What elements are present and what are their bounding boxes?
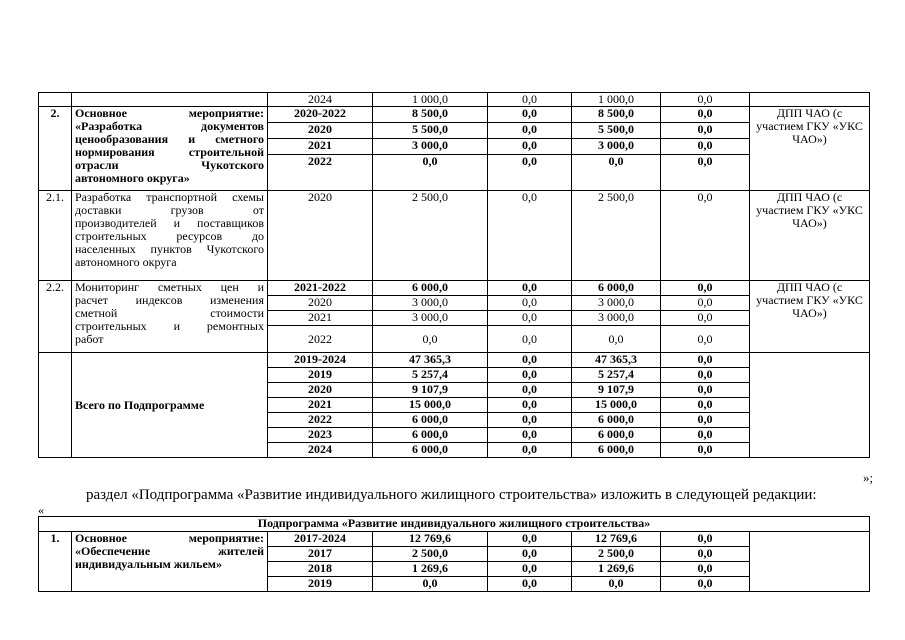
other-cell: 0,0 bbox=[661, 155, 750, 191]
year-cell: 2019 bbox=[268, 368, 373, 383]
table-row bbox=[39, 107, 870, 123]
total-cell: 1 269,6 bbox=[373, 562, 488, 577]
table-row bbox=[39, 353, 870, 368]
total-cell: 1 000,0 bbox=[373, 93, 488, 107]
year-cell: 2021 bbox=[268, 139, 373, 155]
year-cell: 2021-2022 bbox=[268, 281, 373, 296]
opening-quote: « bbox=[38, 503, 44, 517]
regional-cell: 2 500,0 bbox=[572, 191, 661, 281]
other-cell: 0,0 bbox=[661, 191, 750, 281]
total-cell: 0,0 bbox=[373, 577, 488, 592]
other-cell: 0,0 bbox=[661, 353, 750, 368]
regional-cell: 5 500,0 bbox=[572, 123, 661, 139]
item-number: 1. bbox=[39, 532, 72, 592]
item-number: 2.2. bbox=[39, 281, 72, 353]
regional-cell: 0,0 bbox=[572, 155, 661, 191]
closing-quote: »; bbox=[863, 470, 874, 485]
year-cell: 2020-2022 bbox=[268, 107, 373, 123]
federal-cell: 0,0 bbox=[488, 353, 572, 368]
total-cell: 3 000,0 bbox=[373, 311, 488, 326]
regional-cell: 1 000,0 bbox=[572, 93, 661, 107]
regional-cell: 3 000,0 bbox=[572, 139, 661, 155]
regional-cell: 9 107,9 bbox=[572, 383, 661, 398]
total-cell: 2 500,0 bbox=[373, 547, 488, 562]
total-cell: 6 000,0 bbox=[373, 281, 488, 296]
regional-cell: 8 500,0 bbox=[572, 107, 661, 123]
other-cell: 0,0 bbox=[661, 577, 750, 592]
responsible-cell: ДПП ЧАО (с участием ГКУ «УКС ЧАО») bbox=[750, 191, 870, 281]
other-cell: 0,0 bbox=[661, 139, 750, 155]
other-cell: 0,0 bbox=[661, 428, 750, 443]
total-cell: 9 107,9 bbox=[373, 383, 488, 398]
other-cell: 0,0 bbox=[661, 532, 750, 547]
other-cell: 0,0 bbox=[661, 326, 750, 353]
other-cell: 0,0 bbox=[661, 281, 750, 296]
regional-cell: 3 000,0 bbox=[572, 296, 661, 311]
total-cell: 5 500,0 bbox=[373, 123, 488, 139]
federal-cell: 0,0 bbox=[488, 398, 572, 413]
federal-cell: 0,0 bbox=[488, 532, 572, 547]
regional-cell: 1 269,6 bbox=[572, 562, 661, 577]
regional-cell: 15 000,0 bbox=[572, 398, 661, 413]
table-row bbox=[39, 93, 870, 107]
federal-cell: 0,0 bbox=[488, 547, 572, 562]
regional-cell: 6 000,0 bbox=[572, 281, 661, 296]
regional-cell: 47 365,3 bbox=[572, 353, 661, 368]
responsible-cell: ДПП ЧАО (с участием ГКУ «УКС ЧАО») bbox=[750, 281, 870, 353]
budget-table-2 bbox=[38, 516, 870, 592]
year-cell: 2017-2024 bbox=[268, 532, 373, 547]
total-cell: 3 000,0 bbox=[373, 139, 488, 155]
federal-cell: 0,0 bbox=[488, 562, 572, 577]
federal-cell: 0,0 bbox=[488, 107, 572, 123]
item-number: 2.1. bbox=[39, 191, 72, 281]
year-cell: 2017 bbox=[268, 547, 373, 562]
other-cell: 0,0 bbox=[661, 547, 750, 562]
item-name: Основное мероприятие: «Разработка документов ценообразования и сметного нормирования строительной отрасли Чукотского автономного округа» bbox=[72, 107, 268, 191]
total-cell: 2 500,0 bbox=[373, 191, 488, 281]
item-number: 2. bbox=[39, 107, 72, 191]
total-cell: 3 000,0 bbox=[373, 296, 488, 311]
regional-cell: 6 000,0 bbox=[572, 443, 661, 458]
year-cell: 2020 bbox=[268, 123, 373, 139]
year-cell: 2024 bbox=[268, 443, 373, 458]
year-cell: 2023 bbox=[268, 428, 373, 443]
federal-cell: 0,0 bbox=[488, 443, 572, 458]
federal-cell: 0,0 bbox=[488, 281, 572, 296]
federal-cell: 0,0 bbox=[488, 311, 572, 326]
total-cell: 6 000,0 bbox=[373, 413, 488, 428]
federal-cell: 0,0 bbox=[488, 139, 572, 155]
total-cell: 47 365,3 bbox=[373, 353, 488, 368]
other-cell: 0,0 bbox=[661, 413, 750, 428]
federal-cell: 0,0 bbox=[488, 191, 572, 281]
year-cell: 2020 bbox=[268, 296, 373, 311]
regional-cell: 3 000,0 bbox=[572, 311, 661, 326]
other-cell: 0,0 bbox=[661, 93, 750, 107]
year-cell: 2024 bbox=[268, 93, 373, 107]
item-name: Разработка транспортной схемы доставки грузов от производителей и поставщиков строительных ресурсов до населенных пунктов Чукотского автономного округа bbox=[72, 191, 268, 281]
year-cell: 2022 bbox=[268, 413, 373, 428]
regional-cell: 2 500,0 bbox=[572, 547, 661, 562]
year-cell: 2021 bbox=[268, 398, 373, 413]
other-cell: 0,0 bbox=[661, 123, 750, 139]
federal-cell: 0,0 bbox=[488, 123, 572, 139]
subprogram-title: Подпрограмма «Развитие индивидуального жилищного строительства» bbox=[39, 517, 870, 532]
other-cell: 0,0 bbox=[661, 311, 750, 326]
federal-cell: 0,0 bbox=[488, 577, 572, 592]
other-cell: 0,0 bbox=[661, 107, 750, 123]
regional-cell: 0,0 bbox=[572, 577, 661, 592]
year-cell: 2022 bbox=[268, 155, 373, 191]
year-cell: 2019-2024 bbox=[268, 353, 373, 368]
total-cell: 0,0 bbox=[373, 155, 488, 191]
total-cell: 6 000,0 bbox=[373, 428, 488, 443]
total-cell: 8 500,0 bbox=[373, 107, 488, 123]
budget-table-1 bbox=[38, 92, 870, 458]
other-cell: 0,0 bbox=[661, 296, 750, 311]
regional-cell: 6 000,0 bbox=[572, 428, 661, 443]
table-row bbox=[39, 191, 870, 281]
federal-cell: 0,0 bbox=[488, 413, 572, 428]
regional-cell: 12 769,6 bbox=[572, 532, 661, 547]
federal-cell: 0,0 bbox=[488, 296, 572, 311]
total-cell: 15 000,0 bbox=[373, 398, 488, 413]
federal-cell: 0,0 bbox=[488, 428, 572, 443]
federal-cell: 0,0 bbox=[488, 383, 572, 398]
federal-cell: 0,0 bbox=[488, 326, 572, 353]
year-cell: 2020 bbox=[268, 191, 373, 281]
table-row bbox=[39, 517, 870, 532]
total-label: Всего по Подпрограмме bbox=[72, 353, 268, 458]
regional-cell: 0,0 bbox=[572, 326, 661, 353]
total-cell: 12 769,6 bbox=[373, 532, 488, 547]
year-cell: 2018 bbox=[268, 562, 373, 577]
total-cell: 5 257,4 bbox=[373, 368, 488, 383]
year-cell: 2022 bbox=[268, 326, 373, 353]
total-cell: 0,0 bbox=[373, 326, 488, 353]
other-cell: 0,0 bbox=[661, 383, 750, 398]
year-cell: 2020 bbox=[268, 383, 373, 398]
table-row bbox=[39, 532, 870, 547]
year-cell: 2021 bbox=[268, 311, 373, 326]
other-cell: 0,0 bbox=[661, 562, 750, 577]
responsible-cell: ДПП ЧАО (с участием ГКУ «УКС ЧАО») bbox=[750, 107, 870, 191]
item-name: Основное мероприятие: «Обеспечение жителей индивидуальным жильем» bbox=[72, 532, 268, 592]
year-cell: 2019 bbox=[268, 577, 373, 592]
amendment-paragraph: раздел «Подпрограмма «Развитие индивидуального жилищного строительства» изложить в следующей редакции: bbox=[86, 487, 817, 503]
regional-cell: 5 257,4 bbox=[572, 368, 661, 383]
item-name: Мониторинг сметных цен и расчет индексов изменения сметной стоимости строительных и ремонтных работ bbox=[72, 281, 268, 353]
total-cell: 6 000,0 bbox=[373, 443, 488, 458]
federal-cell: 0,0 bbox=[488, 155, 572, 191]
other-cell: 0,0 bbox=[661, 368, 750, 383]
federal-cell: 0,0 bbox=[488, 368, 572, 383]
regional-cell: 6 000,0 bbox=[572, 413, 661, 428]
other-cell: 0,0 bbox=[661, 443, 750, 458]
federal-cell: 0,0 bbox=[488, 93, 572, 107]
other-cell: 0,0 bbox=[661, 398, 750, 413]
table-row bbox=[39, 281, 870, 296]
